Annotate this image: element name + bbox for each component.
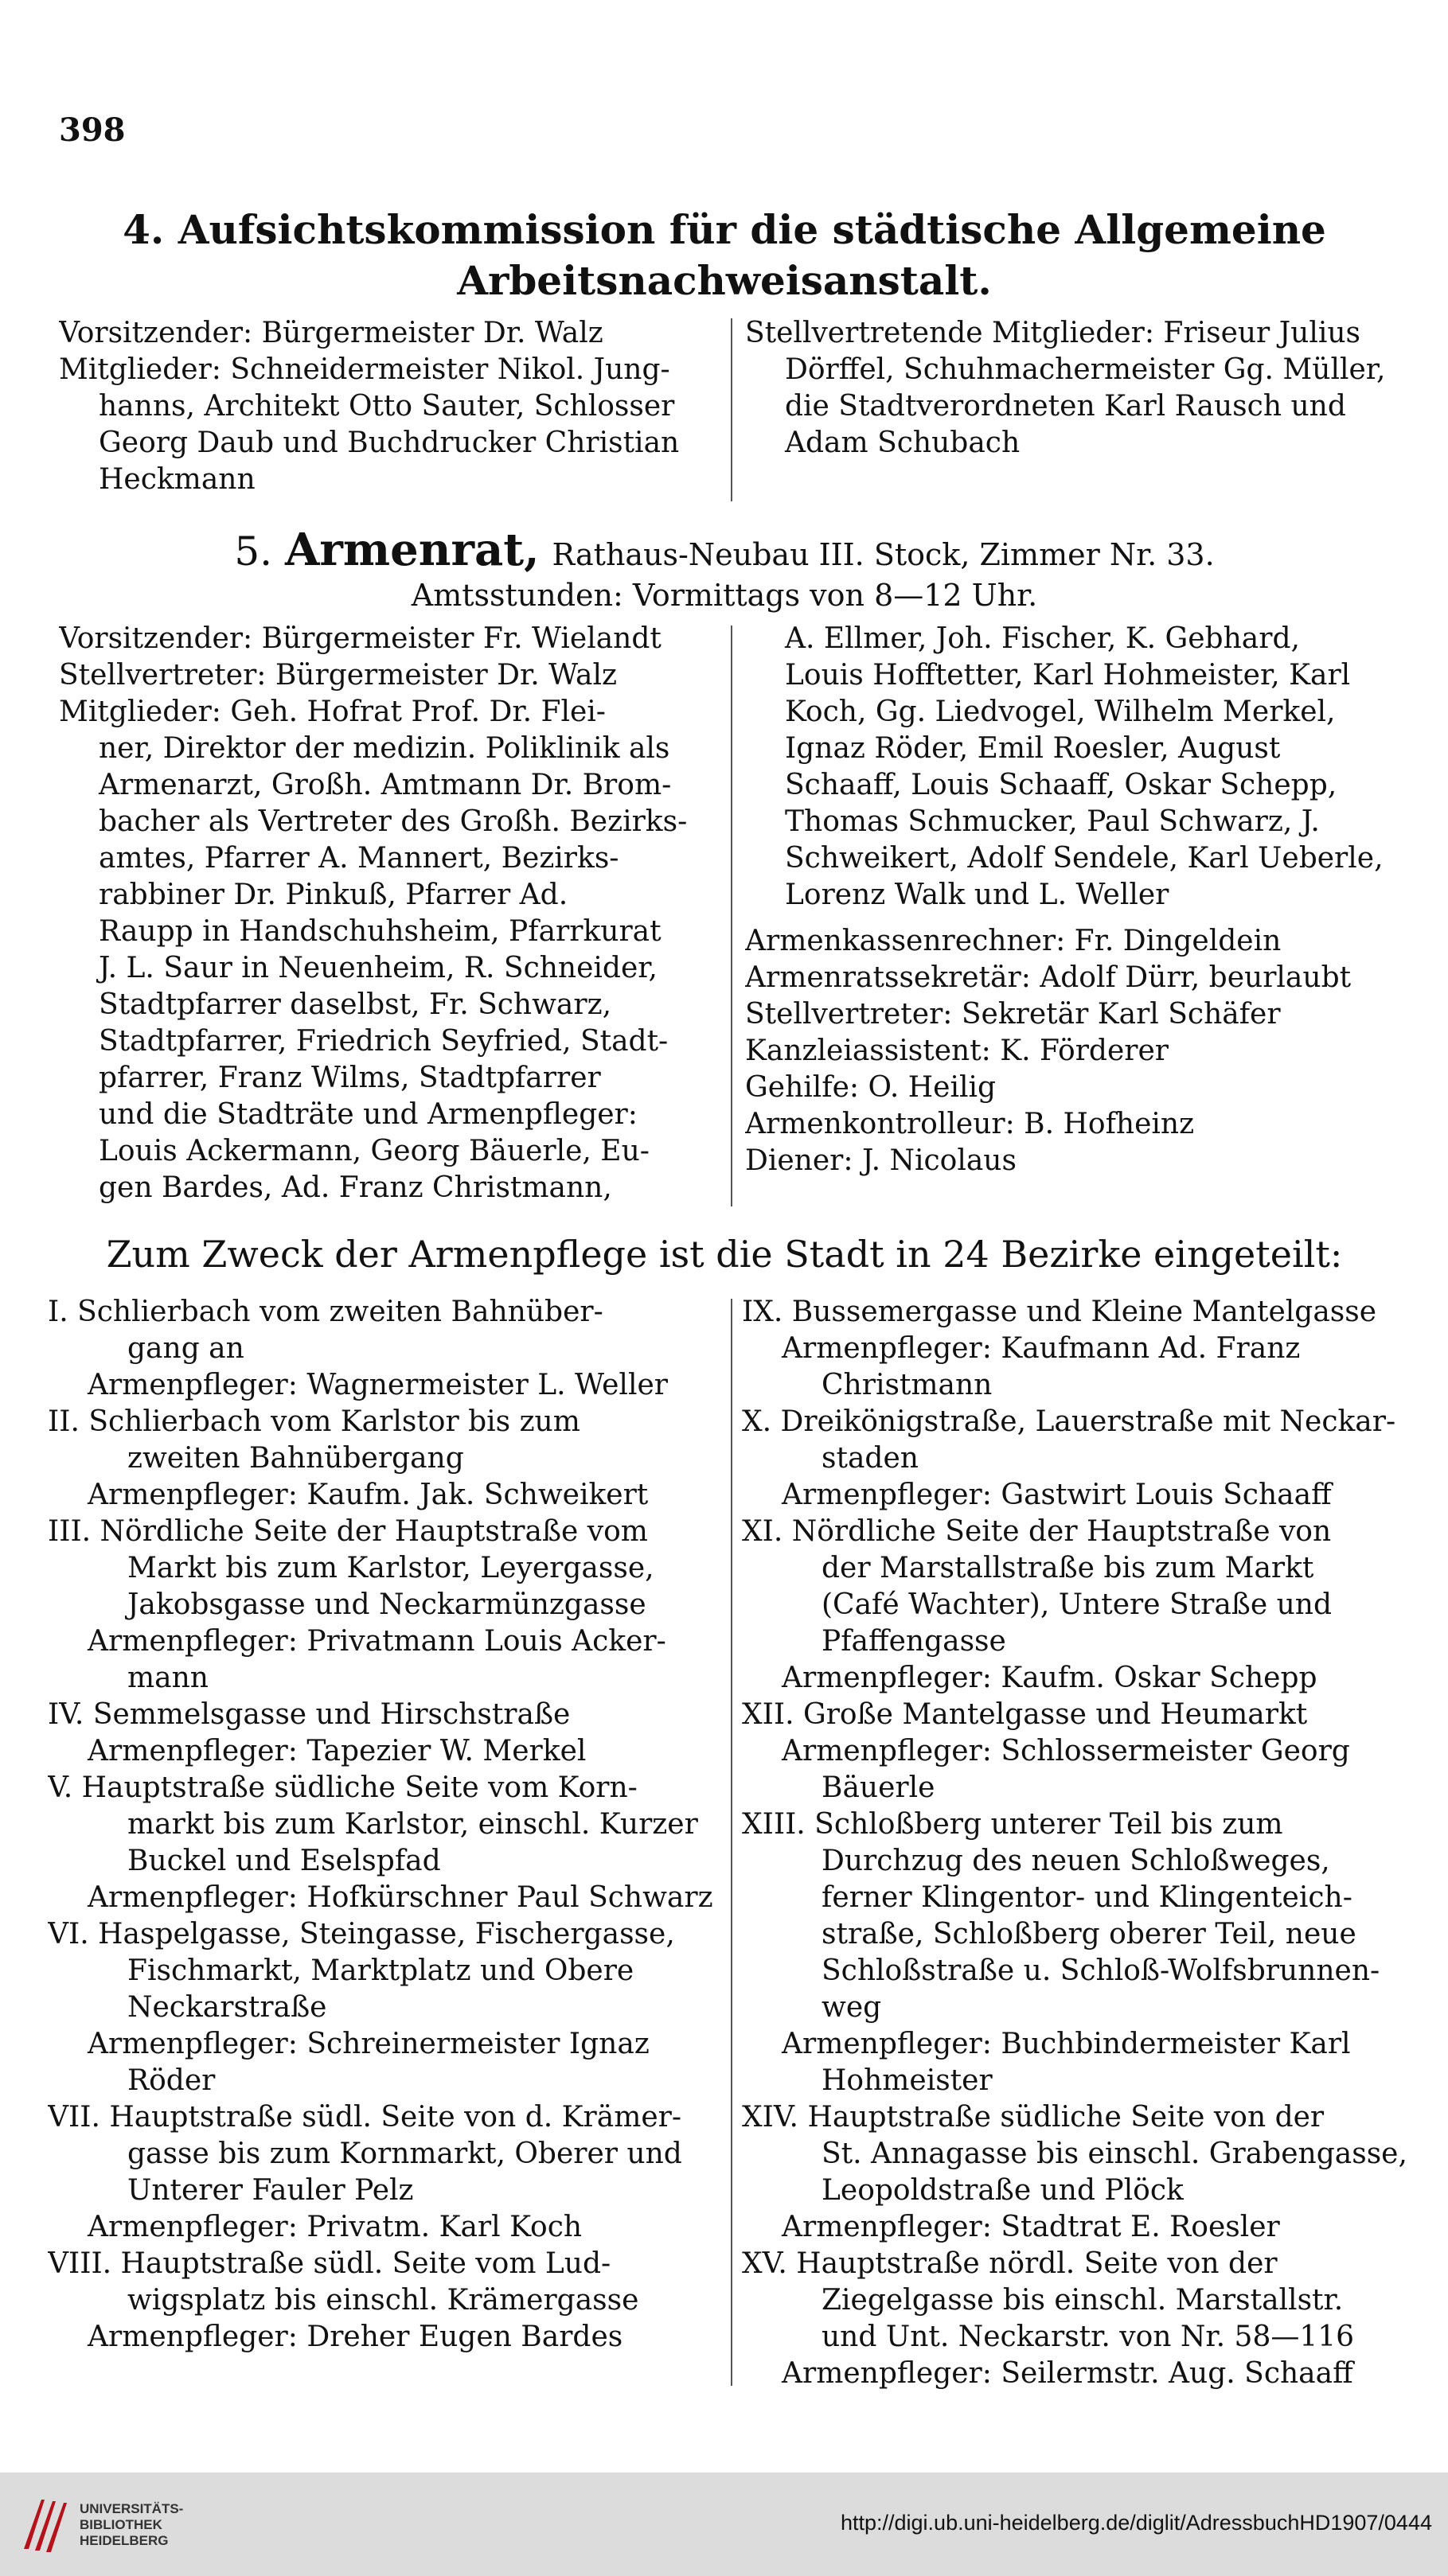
districts-right-column xyxy=(742,1294,1409,2392)
section5-name: Armenrat, xyxy=(284,524,540,576)
districts-left-column xyxy=(48,1294,721,2356)
district-line: Durchzug des neuen Schloßweges, xyxy=(822,1845,1330,1877)
district-line: XV. Hauptstraße nördl. Seite von der xyxy=(742,2247,1278,2280)
text-line: Louis Hofftetter, Karl Hohmeister, Karl xyxy=(785,659,1351,692)
district-line: ferner Klingentor- und Klingenteich- xyxy=(822,1881,1352,1914)
district-line: XII. Große Mantelgasse und Heumarkt xyxy=(742,1698,1308,1731)
district-line: II. Schlierbach vom Karlstor bis zum xyxy=(48,1405,580,1438)
text-line: Kanzleiassistent: K. Förderer xyxy=(745,1035,1169,1067)
footer-bar xyxy=(0,2473,1448,2576)
district-line: wigsplatz bis einschl. Krämergasse xyxy=(127,2284,639,2317)
district-line: Armenpfleger: Privatm. Karl Koch xyxy=(88,2211,583,2243)
district-line: Neckarstraße xyxy=(127,1991,327,2024)
district-line: Armenpfleger: Seilermstr. Aug. Schaaff xyxy=(782,2357,1353,2390)
section4-right-column xyxy=(745,315,1406,462)
text-line: Stellvertreter: Bürgermeister Dr. Walz xyxy=(59,659,617,692)
section4-left-column xyxy=(59,315,720,498)
text-line: pfarrer, Franz Wilms, Stadtpfarrer xyxy=(99,1062,601,1094)
logo-line: HEIDELBERG xyxy=(80,2533,169,2548)
district-line: Armenpfleger: Schreinermeister Ignaz xyxy=(88,2028,650,2060)
text-line: Armenkontrolleur: B. Hofheinz xyxy=(745,1108,1195,1140)
district-line: St. Annagasse bis einschl. Grabengasse, xyxy=(822,2138,1407,2170)
district-line: straße, Schloßberg oberer Teil, neue xyxy=(822,1918,1356,1951)
text-line: Mitglieder: Schneidermeister Nikol. Jung- xyxy=(59,353,670,386)
district-line: V. Hauptstraße südliche Seite vom Korn- xyxy=(48,1771,638,1804)
page-number: 398 xyxy=(59,111,126,149)
district-line: Armenpfleger: Wagnermeister L. Weller xyxy=(88,1369,668,1401)
district-line: Röder xyxy=(127,2064,216,2097)
text-line: Gehilfe: O. Heilig xyxy=(745,1071,997,1104)
text-line: amtes, Pfarrer A. Mannert, Bezirks- xyxy=(99,842,619,875)
district-line: Armenpfleger: Kaufmann Ad. Franz xyxy=(782,1332,1301,1365)
district-line: Armenpfleger: Buchbindermeister Karl xyxy=(782,2028,1351,2060)
district-line: III. Nördliche Seite der Hauptstraße vom xyxy=(48,1515,648,1548)
text-line: Armenarzt, Großh. Amtmann Dr. Brom- xyxy=(99,769,672,801)
text-line: hanns, Architekt Otto Sauter, Schlosser xyxy=(99,390,675,423)
district-line: mann xyxy=(127,1662,209,1694)
text-line: Diener: J. Nicolaus xyxy=(745,1144,1017,1177)
column-divider xyxy=(731,318,732,501)
district-line: und Unt. Neckarstr. von Nr. 58—116 xyxy=(822,2321,1355,2353)
text-line: ner, Direktor der medizin. Poliklinik als xyxy=(99,732,670,765)
district-line: XIII. Schloßberg unterer Teil bis zum xyxy=(742,1808,1283,1841)
district-line: gasse bis zum Kornmarkt, Oberer und xyxy=(127,2138,682,2170)
text-line: bacher als Vertreter des Großh. Bezirks- xyxy=(99,805,688,838)
source-url[interactable]: http://digi.ub.uni-heidelberg.de/diglit/AdressbuchHD1907/0444 xyxy=(840,2511,1432,2535)
district-line: X. Dreikönigstraße, Lauerstraße mit Neckar- xyxy=(742,1405,1396,1438)
text-line: Vorsitzender: Bürgermeister Fr. Wielandt xyxy=(59,622,662,655)
text-line: Armenkassenrechner: Fr. Dingeldein xyxy=(745,925,1282,957)
district-line: Armenpfleger: Stadtrat E. Roesler xyxy=(782,2211,1280,2243)
section5-left-column xyxy=(59,621,720,1206)
text-line: Vorsitzender: Bürgermeister Dr. Walz xyxy=(59,317,603,349)
district-line: I. Schlierbach vom zweiten Bahnüber- xyxy=(48,1296,603,1328)
text-line: Mitglieder: Geh. Hofrat Prof. Dr. Flei- xyxy=(59,696,606,728)
district-line: Armenpfleger: Gastwirt Louis Schaaff xyxy=(782,1479,1332,1511)
district-line: Jakobsgasse und Neckarmünzgasse xyxy=(127,1588,646,1621)
text-line: Ignaz Röder, Emil Roesler, August xyxy=(785,732,1281,765)
section5-title xyxy=(56,525,1393,579)
text-line: Schweikert, Adolf Sendele, Karl Ueberle, xyxy=(785,842,1384,875)
district-line: Fischmarkt, Marktplatz und Obere xyxy=(127,1954,634,1987)
column-divider xyxy=(731,1299,732,2386)
text-line: Schaaff, Louis Schaaff, Oskar Schepp, xyxy=(785,769,1337,801)
column-divider xyxy=(731,625,732,1206)
district-line: zweiten Bahnübergang xyxy=(127,1442,464,1475)
district-line: Armenpfleger: Dreher Eugen Bardes xyxy=(88,2321,623,2353)
district-line: markt bis zum Karlstor, einschl. Kurzer xyxy=(127,1808,698,1841)
spacer xyxy=(745,914,1406,923)
district-line: der Marstallstraße bis zum Markt xyxy=(822,1552,1314,1584)
district-line: staden xyxy=(822,1442,919,1475)
district-line: Armenpfleger: Schlossermeister Georg xyxy=(782,1735,1350,1767)
text-line: Heckmann xyxy=(99,463,256,496)
text-line: Raupp in Handschuhsheim, Pfarrkurat xyxy=(99,915,662,948)
district-line: Buckel und Eselspfad xyxy=(127,1845,441,1877)
text-line: Stadtpfarrer, Friedrich Seyfried, Stadt- xyxy=(99,1025,669,1058)
district-line: Armenpfleger: Privatmann Louis Acker- xyxy=(88,1625,666,1658)
district-line: Leopoldstraße und Plöck xyxy=(822,2174,1184,2207)
district-line: IV. Semmelsgasse und Hirschstraße xyxy=(48,1698,571,1731)
library-logo-icon xyxy=(18,2493,70,2557)
district-line: Armenpfleger: Kaufm. Oskar Schepp xyxy=(782,1662,1317,1694)
section5-hours: Amtsstunden: Vormittags von 8—12 Uhr. xyxy=(411,578,1038,613)
text-line: Louis Ackermann, Georg Bäuerle, Eu- xyxy=(99,1135,650,1167)
text-line: Armenratssekretär: Adolf Dürr, beurlaubt xyxy=(745,961,1352,994)
district-line: Schloßstraße u. Schloß-Wolfsbrunnen- xyxy=(822,1954,1380,1987)
text-line: die Stadtverordneten Karl Rausch und xyxy=(785,390,1346,423)
district-line: XI. Nördliche Seite der Hauptstraße von xyxy=(742,1515,1332,1548)
text-line: A. Ellmer, Joh. Fischer, K. Gebhard, xyxy=(785,622,1300,655)
text-line: Dörffel, Schuhmachermeister Gg. Müller, xyxy=(785,353,1386,386)
section4-title-line1: 4. Aufsichtskommission für die städtische Allgemeine xyxy=(123,206,1326,253)
district-line: Armenpfleger: Hofkürschner Paul Schwarz xyxy=(88,1881,713,1914)
text-line: Koch, Gg. Liedvogel, Wilhelm Merkel, xyxy=(785,696,1336,728)
logo-line: BIBLIOTHEK xyxy=(80,2517,162,2532)
district-line: Pfaffengasse xyxy=(822,1625,1006,1658)
district-line: Markt bis zum Karlstor, Leyergasse, xyxy=(127,1552,654,1584)
library-logo-text xyxy=(80,2501,183,2549)
section5-right-column xyxy=(745,621,1406,1179)
district-line: Hohmeister xyxy=(822,2064,993,2097)
district-line: Bäuerle xyxy=(822,1771,935,1804)
text-line: Stellvertretende Mitglieder: Friseur Julius xyxy=(745,317,1361,349)
section5-number: 5. xyxy=(234,528,273,575)
district-line: Christmann xyxy=(822,1369,993,1401)
district-line: Armenpfleger: Kaufm. Jak. Schweikert xyxy=(88,1479,649,1511)
text-line: Lorenz Walk und L. Weller xyxy=(785,879,1169,911)
section4-title-line2: Arbeitsnachweisanstalt. xyxy=(457,257,992,304)
district-line: VI. Haspelgasse, Steingasse, Fischergasse, xyxy=(48,1918,675,1951)
text-line: Stadtpfarrer daselbst, Fr. Schwarz, xyxy=(99,988,612,1021)
text-line: Thomas Schmucker, Paul Schwarz, J. xyxy=(785,805,1320,838)
text-line: J. L. Saur in Neuenheim, R. Schneider, xyxy=(99,952,658,984)
district-line: weg xyxy=(822,1991,882,2024)
district-line: Unterer Fauler Pelz xyxy=(127,2174,414,2207)
district-line: VIII. Hauptstraße südl. Seite vom Lud- xyxy=(48,2247,611,2280)
section5-location: Rathaus-Neubau III. Stock, Zimmer Nr. 33. xyxy=(552,537,1215,572)
district-line: Ziegelgasse bis einschl. Marstallstr. xyxy=(822,2284,1344,2317)
text-line: gen Bardes, Ad. Franz Christmann, xyxy=(99,1171,612,1204)
text-line: und die Stadträte und Armenpfleger: xyxy=(99,1098,638,1131)
text-line: Adam Schubach xyxy=(785,427,1021,459)
district-line: XIV. Hauptstraße südliche Seite von der xyxy=(742,2101,1325,2134)
district-line: VII. Hauptstraße südl. Seite von d. Krämer- xyxy=(48,2101,682,2134)
district-line: gang an xyxy=(127,1332,244,1365)
text-line: Stellvertreter: Sekretär Karl Schäfer xyxy=(745,998,1281,1031)
text-line: Georg Daub und Buchdrucker Christian xyxy=(99,427,680,459)
district-line: Armenpfleger: Tapezier W. Merkel xyxy=(88,1735,587,1767)
district-line: (Café Wachter), Untere Straße und xyxy=(822,1588,1332,1621)
text-line: rabbiner Dr. Pinkuß, Pfarrer Ad. xyxy=(99,879,568,911)
districts-heading: Zum Zweck der Armenpflege ist die Stadt in 24 Bezirke eingeteilt: xyxy=(106,1233,1343,1276)
logo-line: UNIVERSITÄTS- xyxy=(80,2501,184,2516)
district-line: IX. Bussemergasse und Kleine Mantelgasse xyxy=(742,1296,1377,1328)
